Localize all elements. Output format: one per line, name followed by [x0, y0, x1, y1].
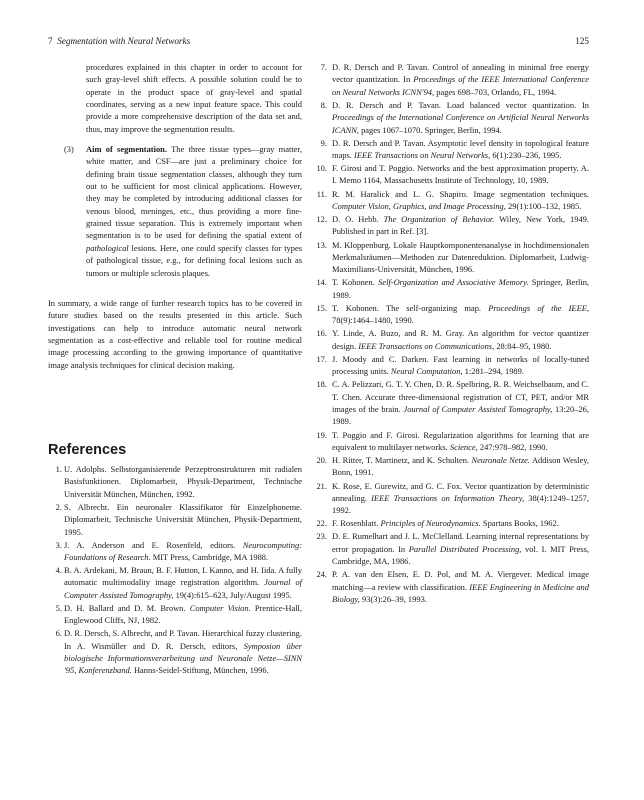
reference-item	[48, 627, 302, 676]
reference-source: Self-Organization and Associative Memory.	[378, 277, 529, 288]
reference-number: 7.	[320, 62, 327, 72]
reference-details: pages 1067–1070. Springer, Berlin, 1994.	[361, 124, 502, 135]
reference-text: F. Rosenblatt.	[332, 518, 379, 529]
reference-number: 22.	[316, 518, 327, 529]
reference-details: 78(9):1464–1480, 1990.	[332, 315, 414, 326]
reference-details: 19(4):615–623, July/August 1995.	[175, 589, 292, 600]
reference-item	[312, 276, 589, 301]
reference-details: 6(1):230–236, 1995.	[492, 150, 562, 160]
list-item-heading: Aim of segmentation.	[86, 144, 167, 155]
reference-number: 13.	[316, 239, 327, 250]
reference-source: Principles of Neurodynamics.	[380, 518, 481, 529]
references-list-right	[312, 61, 589, 606]
reference-text: D. E. Rumelhart and J. L. McClelland. Learning internal representations by error propagation. In	[332, 531, 589, 554]
reference-number: 1.	[55, 464, 62, 474]
reference-number: 10.	[316, 163, 327, 174]
reference-source: Neural Computation,	[390, 366, 463, 377]
reference-source: Journal of Computer Assisted Tomography,	[64, 577, 303, 600]
reference-item	[48, 539, 302, 564]
references-list-left	[48, 463, 302, 678]
reference-details: Wiley, New York, 1949. Published in part in Ref. [3].	[332, 214, 590, 237]
chapter-title: Segmentation with Neural Networks	[57, 36, 191, 46]
reference-text: D. R. Dersch and P. Tavan. Load balanced vector quantization. In	[332, 99, 589, 110]
reference-number: 11.	[316, 188, 327, 199]
reference-item	[312, 302, 589, 327]
reference-source: Computer Vision.	[189, 602, 251, 613]
reference-details: pages 698–703, Orlando, FL, 1994.	[436, 86, 557, 97]
reference-source: The Organization of Behavior.	[383, 214, 495, 225]
reference-text: D. R. Dersch, S. Albrecht, and P. Tavan. Hierarchical fuzzy clustering. In A. Wismüller and D. R. Dersch, editors,	[64, 628, 302, 651]
reference-item	[312, 61, 589, 98]
reference-text: T. Poggio and F. Girosi. Regularization algorithms for learning that are equivalent to multilayer networks.	[332, 429, 589, 452]
list-item-text: The three tissue types—gray matter, white matter, and CSF—are just a preliminary choice for defining brain tissue segmentation classes, although they turn out to be sufficient for most clinical applications. However, they may be completed by introducing additional classes for venous blood, meninges, etc., thus providing a more fine-grained tissue separation. This is extremely important when segmentation is to be used for defining the spatial extent of	[86, 144, 303, 241]
reference-details: 13:20–26, 1989.	[332, 404, 590, 427]
reference-number: 19.	[316, 429, 327, 440]
reference-text: P. A. van den Elsen, E. D. Pol, and M. A. Viergever. Medical image matching—a review with classification.	[332, 569, 589, 592]
reference-item	[312, 480, 589, 517]
reference-item	[312, 99, 589, 136]
reference-source: Proceedings of the International Conference on Artificial Neural Networks ICANN,	[332, 112, 589, 135]
reference-details: 29(1):100–132, 1985.	[508, 200, 582, 211]
reference-source: Proceedings of the IEEE,	[488, 302, 590, 313]
list-item-aim-of-segmentation	[48, 143, 302, 279]
reference-item	[312, 327, 589, 352]
reference-text: S. Albrecht. Ein neuronaler Klassifikator für Einzelphoneme. Diplomarbeit, Technische Universität München, Physik-Department, 1995.	[64, 501, 302, 537]
reference-text: J. Moody and C. Darken. Fast learning in networks of locally-tuned processing units.	[332, 353, 589, 377]
reference-item	[312, 568, 589, 605]
reference-item	[312, 530, 589, 567]
reference-text: D. O. Hebb.	[332, 214, 379, 225]
references-heading: References	[48, 442, 127, 458]
reference-source: IEEE Transactions on Neural Networks,	[354, 150, 491, 160]
chapter-number: 7	[48, 36, 53, 46]
reference-number: 6.	[55, 628, 62, 639]
reference-details: 247:978–982, 1990.	[479, 441, 548, 452]
reference-text: F. Girosi and T. Poggio. Networks and the best approximation property. A. I. Memo 1164, Massachusetts Institute of Technology, 10, 1989.	[332, 163, 589, 186]
intro-continuation: procedures explained in this chapter in order to account for such gray-level shift effects. A possible solution could be to operate in the product space of gray-level and spatial coordinates, serving as a new input feature space. This could provide a more comprehensive description of the data set and, thus, may improve the segmentation results.	[86, 62, 302, 134]
list-item-text-end: lesions. Here, one could specify classes for types of pathological tissue, e.g., for defining focal lesions such as tumors or multiple sclerosis plaques.	[86, 242, 303, 278]
reference-text: R. M. Haralick and L. G. Shapiro. Image segmentation techniques.	[332, 188, 589, 199]
reference-source: Proceedings of the IEEE International Conference on Neural Networks ICNN'94,	[332, 74, 589, 97]
reference-source: Neuronale Netze.	[471, 455, 531, 466]
reference-item	[312, 353, 589, 378]
reference-number: 17.	[316, 353, 327, 364]
reference-source: Parallel Distributed Processing,	[408, 543, 522, 554]
reference-text: Y. Linde, A. Buzo, and R. M. Gray. An algorithm for vector quantizer design.	[332, 328, 589, 351]
reference-item	[312, 454, 589, 479]
reference-text: T. Kohonen. The self-organizing map.	[332, 302, 482, 313]
reference-details: 38(4):1249–1257, 1992.	[332, 492, 589, 516]
reference-item	[312, 239, 589, 276]
reference-item	[48, 501, 302, 538]
reference-text: M. Kloppenburg. Lokale Hauptkomponentenanalyse in hochdimensionalen Merkmalsräumen—Methoden zur Datenreduktion. Diplomarbeit, Ludwig-Maximilians-Universität, München, 1996.	[332, 239, 589, 275]
reference-number: 18.	[316, 379, 327, 390]
reference-text: D. H. Ballard and D. M. Brown.	[64, 602, 186, 613]
reference-item	[312, 137, 589, 162]
reference-item	[312, 188, 589, 213]
reference-item	[312, 517, 589, 529]
list-item-italic: pathological	[86, 242, 129, 253]
reference-text: C. A. Pelizzari, G. T. Y. Chen, D. R. Spelbring, R. R. Weichselbaum, and C. T. Chen. Accurate three-dimensional registration of CT, PET, and/or MR images of the brain.	[332, 379, 589, 415]
reference-source: Science,	[449, 441, 478, 452]
reference-details: Springer, Berlin, 1989.	[332, 277, 590, 300]
reference-item	[312, 213, 589, 238]
reference-number: 21.	[316, 480, 327, 491]
reference-text: J. A. Anderson and E. Rosenfeld, editors.	[64, 539, 236, 550]
reference-details: 28:84–95, 1980.	[496, 340, 552, 351]
reference-number: 3.	[55, 539, 62, 550]
reference-source: IEEE Transactions on Information Theory,	[371, 492, 525, 503]
reference-number: 12.	[316, 214, 327, 225]
reference-number: 4.	[55, 565, 62, 576]
reference-number: 8.	[320, 99, 327, 110]
reference-details: 93(3):26–39, 1993.	[362, 593, 427, 604]
reference-number: 9.	[320, 137, 327, 148]
reference-number: 24.	[316, 569, 327, 580]
reference-source: IEEE Transactions on Communications,	[358, 340, 495, 351]
reference-text: H. Ritter, T. Martinetz, and K. Schulten.	[332, 455, 470, 466]
reference-details: MIT Press, Cambridge, MA 1988.	[152, 552, 269, 562]
reference-item	[312, 378, 589, 427]
running-header	[48, 36, 589, 48]
reference-details: 1:281–294, 1989.	[464, 366, 524, 377]
reference-number: 2.	[55, 501, 62, 512]
reference-details: Addison Wesley, Bonn, 1991.	[332, 455, 589, 478]
reference-number: 23.	[316, 531, 327, 542]
reference-item	[312, 162, 589, 187]
reference-number: 20.	[316, 455, 327, 466]
reference-details: Hanns-Seidel-Stiftung, München, 1996.	[133, 665, 269, 676]
reference-text: D. R. Dersch and P. Tavan. Asymptotic level density in topological feature maps.	[332, 137, 589, 160]
left-column	[48, 61, 302, 371]
reference-item	[48, 602, 302, 627]
reference-item	[312, 429, 589, 454]
reference-source: IEEE Engineering in Medicine and Biology,	[332, 581, 589, 604]
reference-source: Computer Vision, Graphics, and Image Processing,	[332, 200, 506, 211]
reference-item	[48, 463, 302, 500]
reference-source: Neurocomputing: Foundations of Research.	[64, 539, 303, 562]
reference-text: K. Rose, E. Gurewitz, and G. C. Fox. Vector quantization by deterministic annealing.	[332, 480, 589, 503]
reference-number: 5.	[55, 602, 62, 613]
reference-details: Prentice-Hall, Englewood Cliffs, NJ, 1982.	[64, 602, 303, 626]
reference-number: 15.	[316, 302, 327, 313]
reference-text: B. A. Ardekani, M. Braun, B. F. Hutton, I. Kanno, and H. Iida. A fully automatic multimodality image registration algorithm.	[64, 565, 302, 588]
reference-text: T. Kohonen.	[332, 277, 375, 288]
reference-details: Spartans Books, 1962.	[482, 518, 559, 529]
reference-text: D. R. Dersch and P. Tavan. Control of annealing in minimal free energy vector quantization. In	[332, 62, 589, 85]
summary-paragraph: In summary, a wide range of further research topics has to be covered in future studies based on the results presented in this article. Such investigations can help to introduce automatic neural network segmentation as a cost-effective and reliable tool for routine medical image processing according to the growing importance of quantitative image analysis techniques for clinical decision making.	[48, 297, 302, 370]
reference-text: U. Adolphs. Selbstorganisierende Perzeptronstrukturen mit radialen Basisfunktionen. Diplomarbeit, Physik-Department, Technische Universität München, München, 1992.	[64, 464, 302, 499]
reference-number: 14.	[316, 277, 327, 288]
reference-item	[48, 564, 302, 601]
list-item-number: (3)	[64, 144, 74, 155]
reference-details: vol. I. MIT Press, Cambridge, MA, 1986.	[332, 543, 589, 567]
running-header-title	[48, 36, 190, 46]
reference-number: 16.	[316, 328, 327, 339]
page-number: 125	[575, 36, 589, 46]
reference-source: Symposion über biologische Informationsverarbeitung und Neuronale Netze—SINN '95, Konferenzband.	[64, 640, 303, 676]
reference-source: Journal of Computer Assisted Tomography,	[403, 404, 553, 415]
